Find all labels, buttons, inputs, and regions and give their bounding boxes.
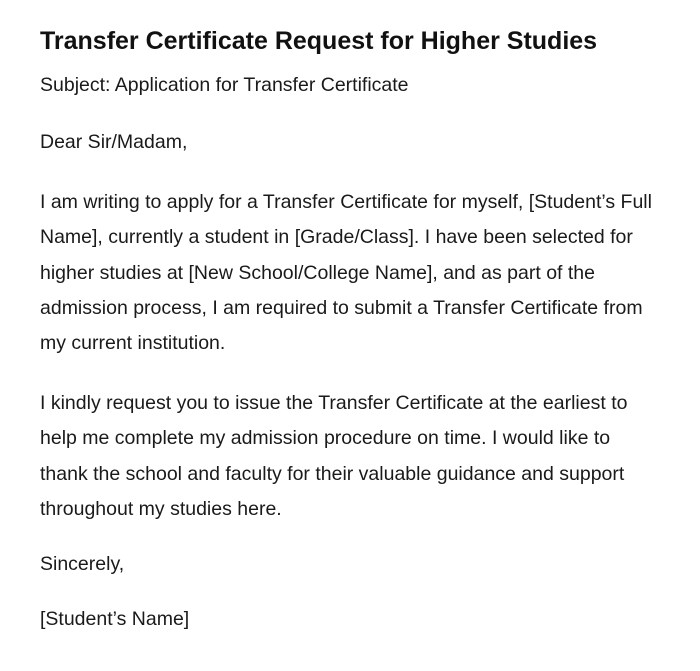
signature-placeholder: [Student’s Name] (40, 608, 190, 631)
body-paragraph-1: I am writing to apply for a Transfer Certificate for myself, [Student’s Full Name], currently a student in [Grade/Class]. I have been selected for higher studies at [New School/College Name], and as part of the admission process, I am required to submit a Transfer Certificate from my current institution. (40, 191, 652, 355)
body-paragraph-2: I kindly request you to issue the Transfer Certificate at the earliest to help me complete my admission procedure on time. I would like to thank the school and faculty for their valuable guidance and support throughout my studies here. (40, 392, 628, 520)
page-title: Transfer Certificate Request for Higher Studies (40, 27, 598, 55)
subject-line: Subject: Application for Transfer Certificate (40, 74, 409, 96)
closing-line: Sincerely, (40, 553, 125, 576)
salutation: Dear Sir/Madam, (40, 131, 188, 153)
